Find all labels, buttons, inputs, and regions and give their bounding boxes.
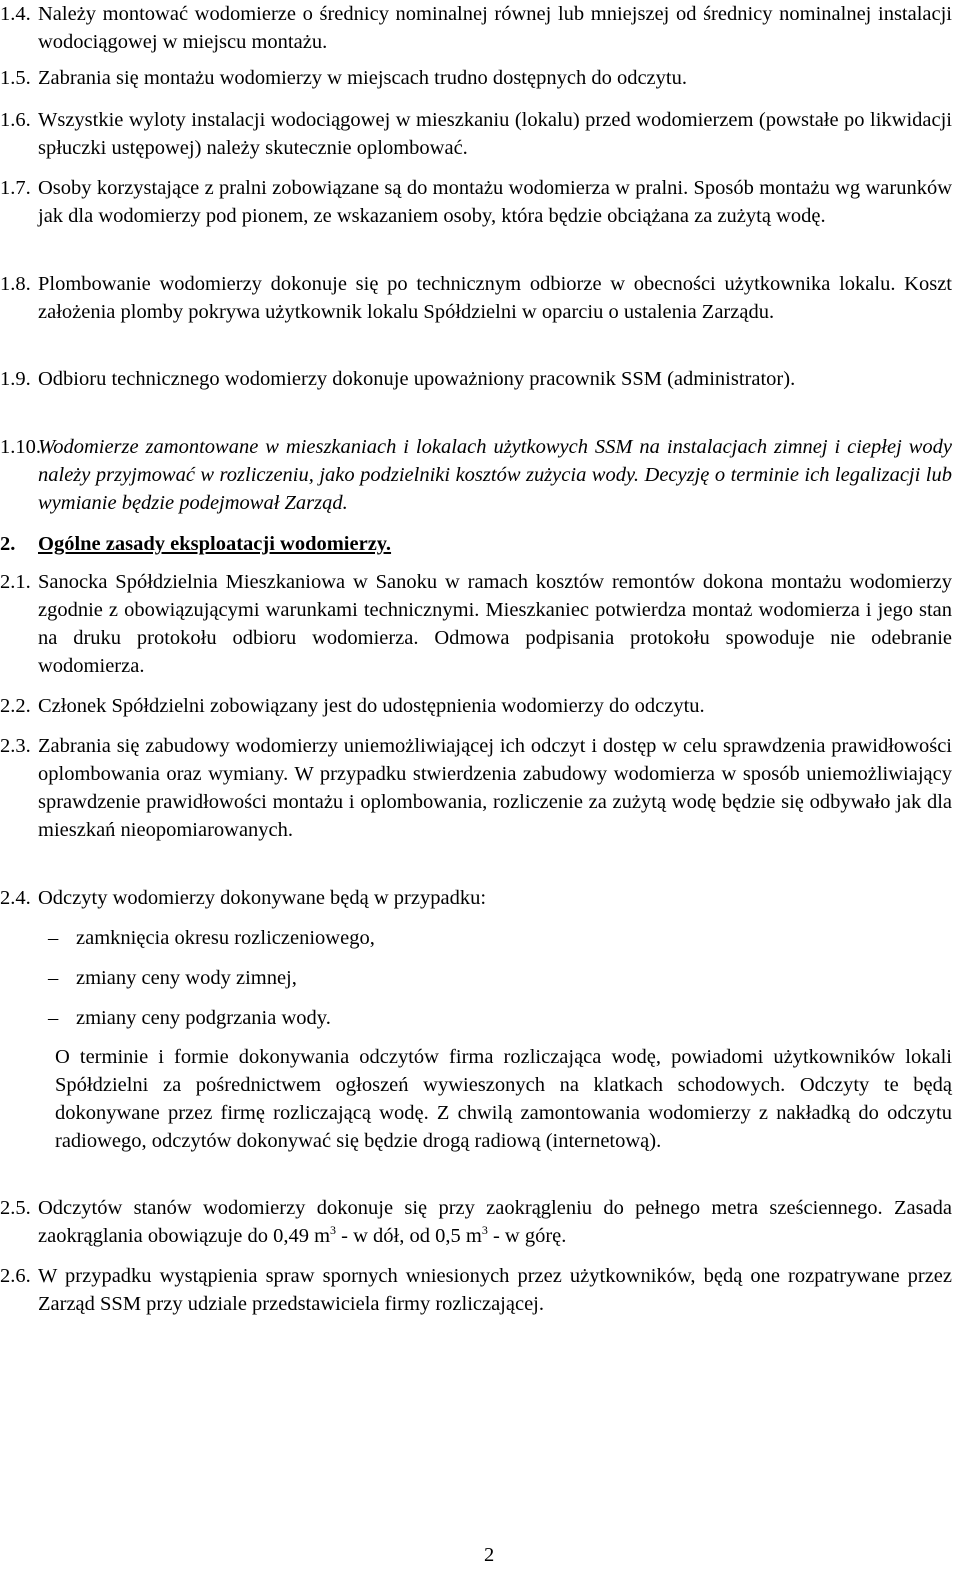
item-1-6 — [0, 106, 952, 162]
item-number: 1.9. — [0, 368, 31, 390]
item-1-10 — [0, 433, 952, 517]
item-text — [38, 1194, 952, 1250]
dash-marker: – — [48, 967, 59, 989]
dash-marker: – — [48, 927, 59, 949]
item-text: Należy montować wodomierze o średnicy nominalnej równej lub mniejszej od średnicy nominalnej instalacji wodociągowej w miejscu montażu. — [38, 3, 952, 53]
item-number: 2.5. — [0, 1197, 31, 1219]
item-2-3 — [0, 732, 952, 844]
list-item — [48, 1004, 331, 1032]
item-number: 1.8. — [0, 273, 31, 295]
item-text: Plombowanie wodomierzy dokonuje się po technicznym odbiorze w obecności użytkownika lokalu. Koszt założenia plomby pokrywa użytkownik lokalu Spółdzielni w oparciu o ustalenia Zarządu. — [38, 273, 952, 323]
item-1-4 — [0, 0, 952, 56]
item-number: 2.1. — [0, 571, 31, 593]
item-number: 2.6. — [0, 1265, 31, 1287]
item-number: 2.2. — [0, 695, 31, 717]
item-text: Zabrania się zabudowy wodomierzy uniemożliwiającej ich odczyt i dostęp w celu sprawdzenia prawidłowości oplombowania oraz wymiany. W przypadku stwierdzenia zabudowy wodomierza w sposób uniemożliwiający sprawdzenie prawidłowości montażu i oplombowania, rozliczenie za zużytą wodę będzie się odbywało jak dla mieszkań nieopomiarowanych. — [38, 735, 952, 841]
section-title: Ogólne zasady eksploatacji wodomierzy. — [38, 533, 392, 555]
item-text: Osoby korzystające z pralni zobowiązane są do montażu wodomierza w pralni. Sposób montażu wg warunków jak dla wodomierzy pod pionem, ze wskazaniem osoby, która będzie obciążana za zużytą wodę. — [38, 177, 952, 227]
item-text: Odczyty wodomierzy dokonywane będą w przypadku: — [38, 887, 487, 909]
item-text: Sanocka Spółdzielnia Mieszkaniowa w Sanoku w ramach kosztów remontów dokona montażu wodomierzy zgodnie z obowiązującymi warunkami technicznymi. Mieszkaniec potwierdza montaż wodomierza i jego stan na druku protokołu odbioru wodomierza. Odmowa podpisania protokołu spowoduje nie odebranie wodomierza. — [38, 571, 952, 677]
item-2-6 — [0, 1262, 952, 1318]
item-1-9 — [0, 365, 952, 393]
item-1-5 — [0, 64, 952, 92]
item-number: 1.7. — [0, 177, 31, 199]
section-number: 2. — [0, 533, 16, 555]
item-text: Wodomierze zamontowane w mieszkaniach i lokalach użytkowych SSM na instalacjach zimnej i ciepłej wody należy przyjmować w rozliczeniu, jako podzielniki kosztów zużycia wody. Decyzję o terminie ich legalizacji lub wymianie będzie podejmował Zarząd. — [38, 436, 952, 514]
paragraph-text: O terminie i formie dokonywania odczytów firma rozliczająca wodę, powiadomi użytkowników lokali Spółdzielni za pośrednictwem ogłoszeń wywieszonych na klatkach schodowych. Odczyty te będą dokonywane przez firmę rozliczającą wodę. Z chwilą zamontowania wodomierzy z nakładką do odczytu radiowego, odczytów dokonywać się będzie drogą radiową (internetową). — [55, 1046, 952, 1152]
paragraph-2-4 — [55, 1043, 952, 1155]
item-1-7 — [0, 174, 952, 230]
item-text: Wszystkie wyloty instalacji wodociągowej w mieszkaniu (lokalu) przed wodomierzem (powstałe po likwidacji spłuczki ustępowej) należy skutecznie oplombować. — [38, 109, 952, 159]
item-2-2 — [0, 692, 952, 720]
list-item-text: zamknięcia okresu rozliczeniowego, — [76, 927, 375, 949]
page-number: 2 — [484, 1544, 495, 1566]
item-number: 1.10. — [0, 436, 41, 458]
item-number: 2.3. — [0, 735, 31, 757]
item-1-8 — [0, 270, 952, 326]
item-text: Odbioru technicznego wodomierzy dokonuje upoważniony pracownik SSM (administrator). — [38, 368, 796, 390]
item-2-4 — [0, 884, 952, 912]
dash-marker: – — [48, 1007, 59, 1029]
item-text-part: Odczytów stanów wodomierzy dokonuje się przy zaokrągleniu do pełnego metra sześciennego. Zasada zaokrąglania obowiązuje do 0,49 m — [38, 1197, 952, 1247]
list-item — [48, 964, 297, 992]
list-item — [48, 924, 375, 952]
item-2-1 — [0, 568, 952, 680]
superscript: 3 — [330, 1223, 337, 1237]
item-number: 1.4. — [0, 3, 31, 25]
item-number: 1.6. — [0, 109, 31, 131]
item-text: Zabrania się montażu wodomierzy w miejscach trudno dostępnych do odczytu. — [38, 67, 687, 89]
item-text: Członek Spółdzielni zobowiązany jest do udostępnienia wodomierzy do odczytu. — [38, 695, 705, 717]
item-text-part: - w górę. — [487, 1225, 567, 1247]
list-item-text: zmiany ceny wody zimnej, — [76, 967, 297, 989]
item-text-part: - w dół, od 0,5 m — [336, 1225, 482, 1247]
list-item-text: zmiany ceny podgrzania wody. — [76, 1007, 331, 1029]
superscript: 3 — [481, 1223, 488, 1237]
item-number: 2.4. — [0, 887, 31, 909]
item-2-5 — [0, 1194, 952, 1250]
item-text: W przypadku wystąpienia spraw spornych wniesionych przez użytkowników, będą one rozpatrywane przez Zarząd SSM przy udziale przedstawiciela firmy rozliczającej. — [38, 1265, 952, 1315]
item-number: 1.5. — [0, 67, 31, 89]
